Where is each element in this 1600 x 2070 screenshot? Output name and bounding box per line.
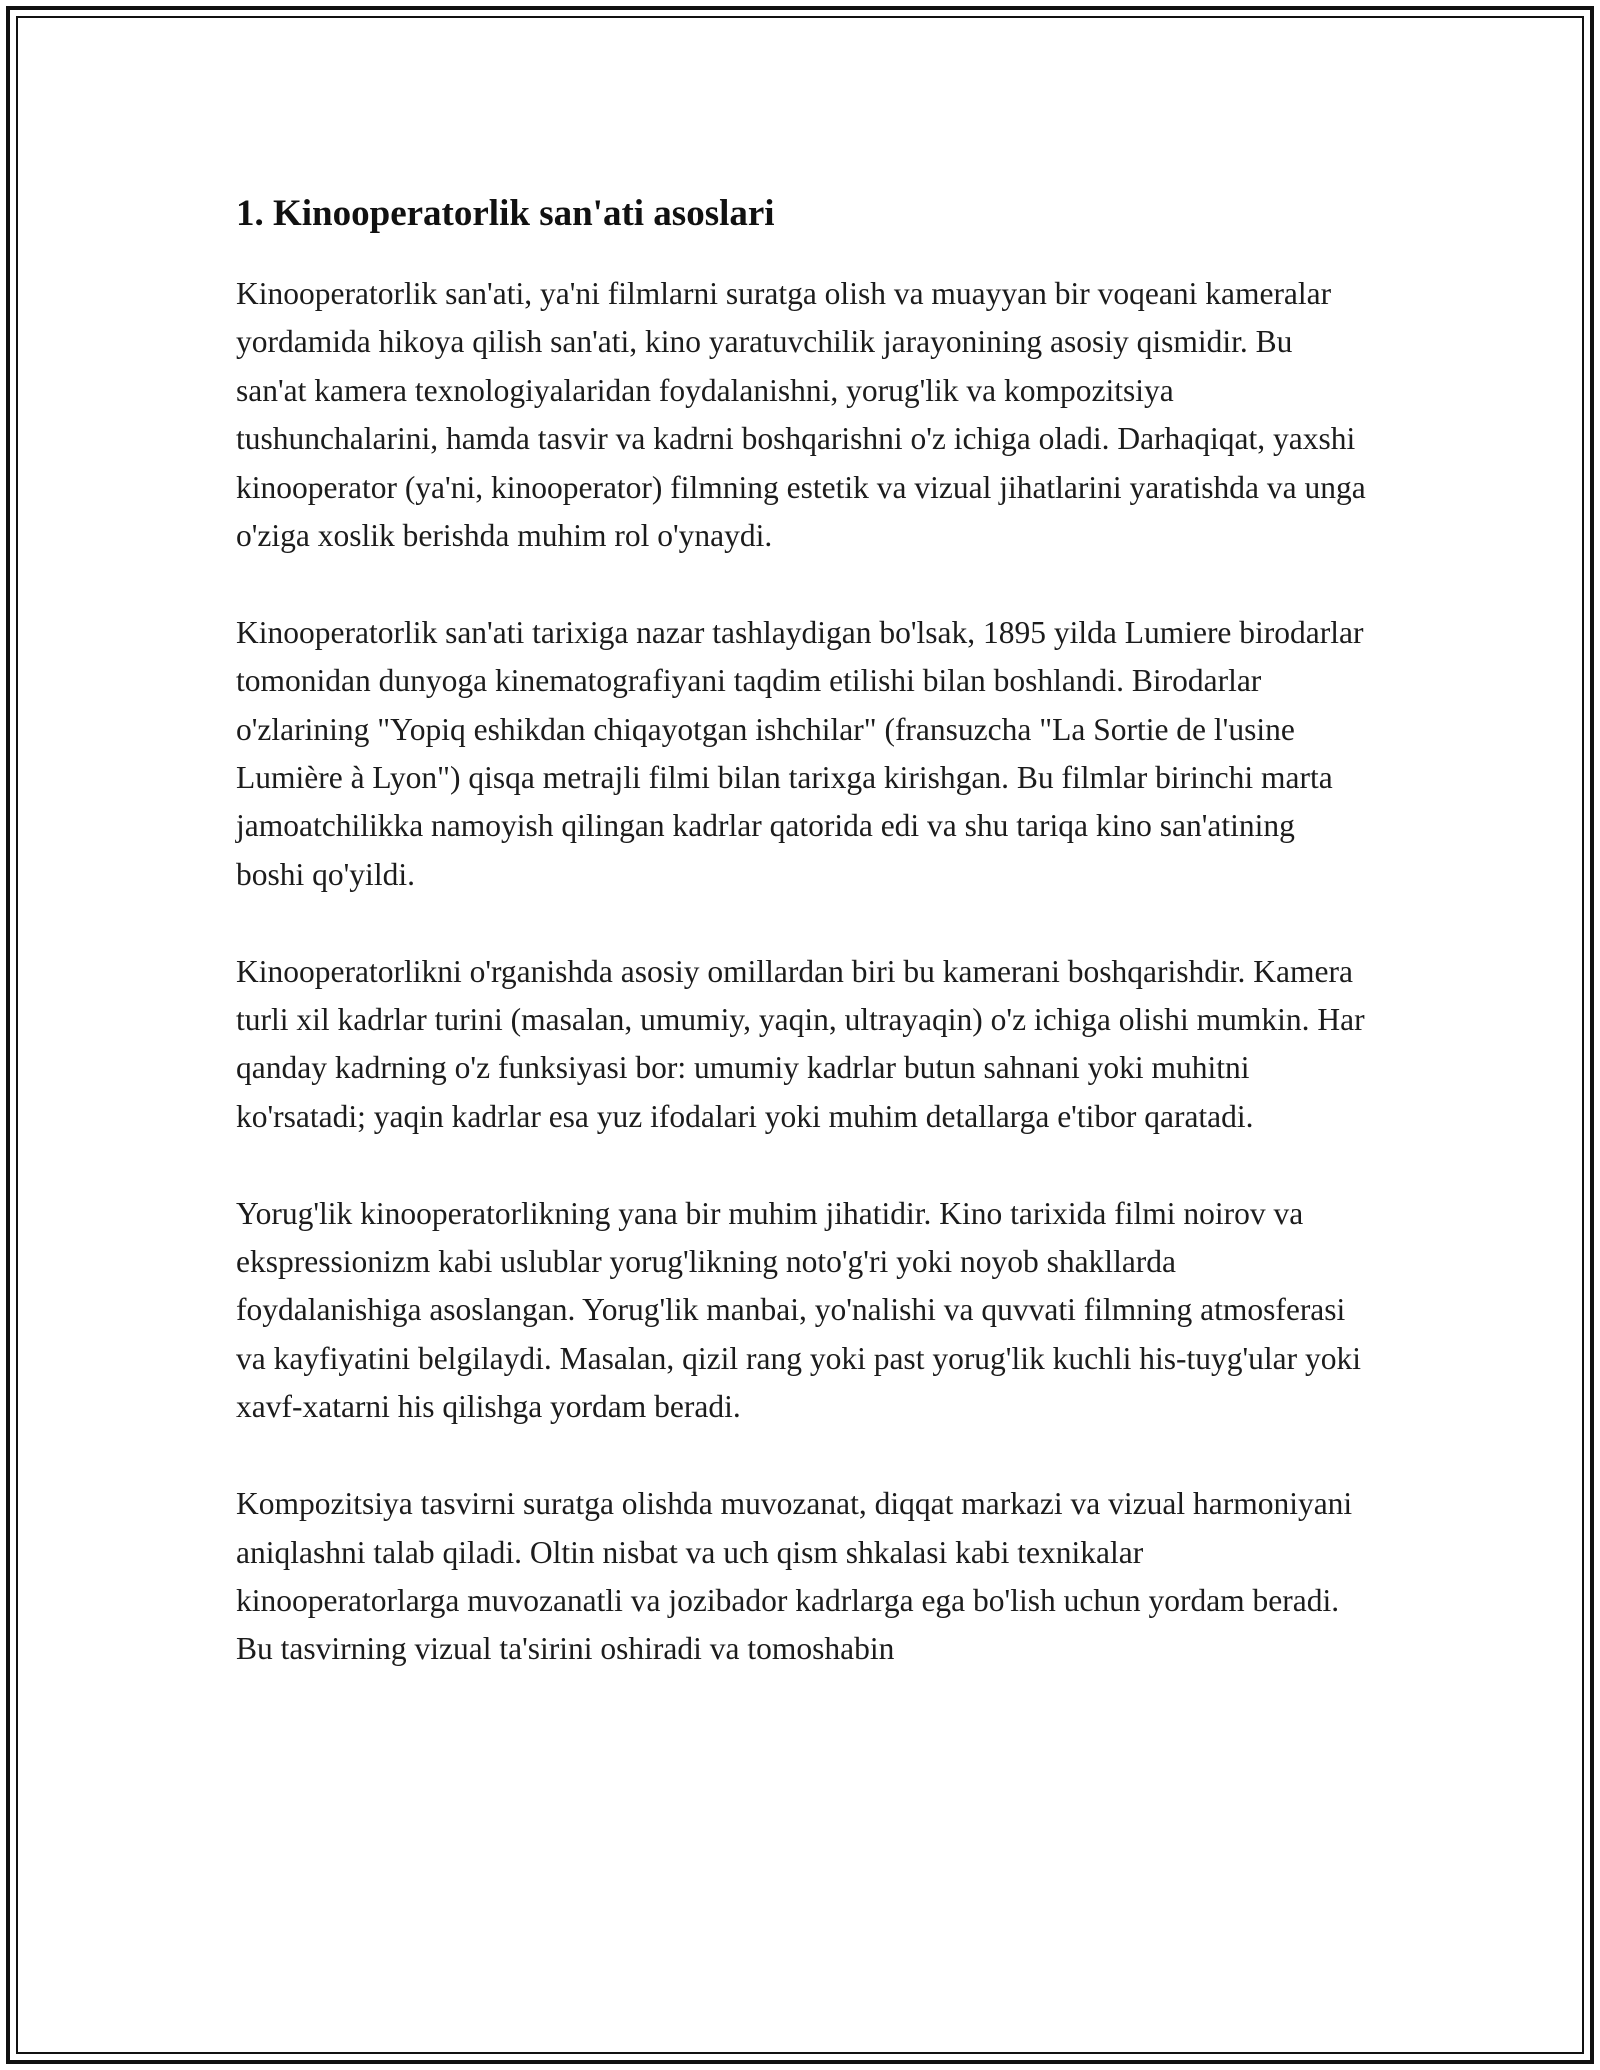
document-body — [236, 184, 1366, 1722]
section-heading: 1. Kinooperatorlik san'ati asoslari — [236, 193, 775, 234]
paragraph-history: Kinooperatorlik san'ati tarixiga nazar tashlaydigan bo'lsak, 1895 yilda Lumiere birodarlar tomonidan dunyoga kinematografiyani taqdim etilishi bilan boshlandi. Birodarlar o'zlarining "Yopiq eshikdan chiqayotgan ishchilar" (fransuzcha "La Sortie de l'usine Lumière à Lyon") qisqa metrajli filmi bilan tarixga kirishgan. Bu filmlar birinchi marta jamoatchilikka namoyish qilingan kadrlar qatorida edi va shu tariqa kino san'atining boshi qo'yildi. — [236, 614, 1364, 892]
paragraph-composition: Kompozitsiya tasvirni suratga olishda muvozanat, diqqat markazi va vizual harmoniyani aniqlashni talab qiladi. Oltin nisbat va uch qism shkalasi kabi texnikalar kinooperatorlarga muvozanatli va jozibador kadrlarga ega bo'lish uchun yordam beradi. Bu tasvirning vizual ta'sirini oshiradi va tomoshabin — [236, 1486, 1353, 1667]
paragraph-lighting: Yorug'lik kinooperatorlikning yana bir muhim jihatidir. Kino tarixida filmi noirov va ekspressionizm kabi uslublar yorug'likning noto'g'ri yoki noyob shakllarda foydalanishiga asoslangan. Yorug'lik manbai, yo'nalishi va quvvati filmning atmosferasi va kayfiyatini belgilaydi. Masalan, qizil rang yoki past yorug'lik kuchli his-tuyg'ular yoki xavf-xatarni his qilishga yordam beradi. — [236, 1195, 1362, 1425]
paragraph-camera: Kinooperatorlikni o'rganishda asosiy omillardan biri bu kamerani boshqarishdir. Kamera turli xil kadrlar turini (masalan, umumiy, yaqin, ultrayaqin) o'z ichiga olishi mumkin. Har qanday kadrning o'z funksiyasi bor: umumiy kadrlar butun sahnani yoki muhitni ko'rsatadi; yaqin kadrlar esa yuz ifodalari yoki muhim detallarga e'tibor qaratadi. — [236, 953, 1365, 1134]
paragraph-intro: Kinooperatorlik san'ati, ya'ni filmlarni suratga olish va muayyan bir voqeani kameralar yordamida hikoya qilish san'ati, kino yaratuvchilik jarayonining asosiy qismidir. Bu san'at kamera texnologiyalaridan foydalanishni, yorug'lik va kompozitsiya tushunchalarini, hamda tasvir va kadrni boshqarishni o'z ichiga oladi. Darhaqiqat, yaxshi kinooperator (ya'ni, kinooperator) filmning estetik va vizual jihatlarini yaratishda va unga o'ziga xoslik berishda muhim rol o'ynaydi. — [236, 276, 1366, 554]
